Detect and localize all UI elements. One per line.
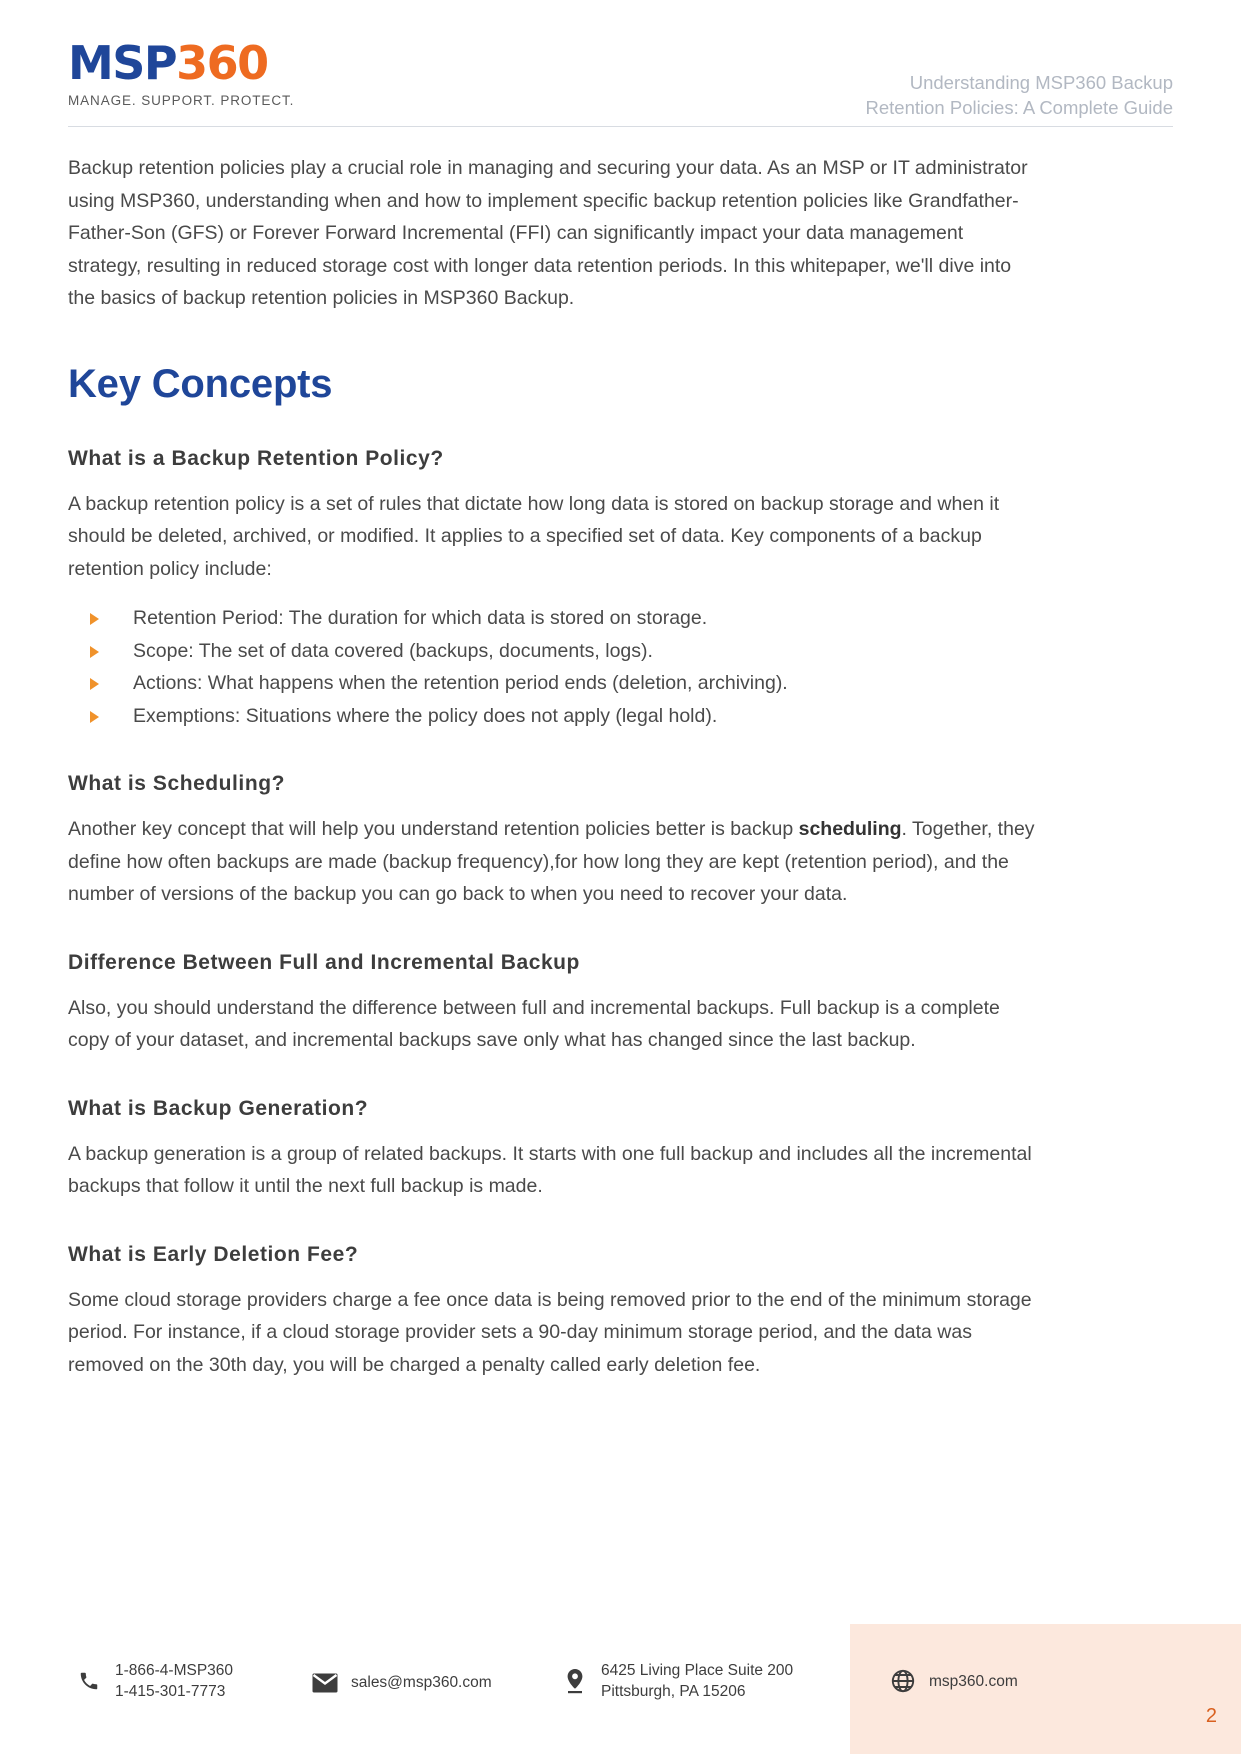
list-item-label: Retention Period: The duration for which data is stored on storage. xyxy=(133,607,708,629)
section-heading-key-concepts: Key Concepts xyxy=(68,361,333,406)
paragraph-scheduling xyxy=(68,813,1041,911)
list-item-label: Exemptions: Situations where the policy does not apply (legal hold). xyxy=(133,704,718,727)
list-item xyxy=(90,668,1041,700)
footer-address-text xyxy=(601,1660,793,1702)
footer-phone xyxy=(72,1660,233,1702)
list-item-label: Scope: The set of data covered (backups, documents, logs). xyxy=(133,639,653,662)
paragraph-early-deletion-fee: Some cloud storage providers charge a fee once data is being removed prior to the end of the minimum storage period. For instance, if a cloud storage provider sets a 90-day minimum storage period, and the data was removed on the 30th day, you will be charged a penalty called early deletion fee. xyxy=(68,1288,1032,1376)
subheading-full-vs-incremental: Difference Between Full and Incremental Backup xyxy=(68,950,580,974)
phone-number-secondary: 1-415-301-7773 xyxy=(115,1683,226,1700)
footer-phone-text xyxy=(115,1660,233,1702)
logo-tagline: MANAGE. SUPPORT. PROTECT. xyxy=(68,93,295,108)
page-header xyxy=(68,36,1173,126)
footer-email xyxy=(308,1672,492,1693)
paragraph-scheduling-emphasis: scheduling xyxy=(798,818,902,840)
paragraph-backup-generation: A backup generation is a group of related backups. It starts with one full backup and includes all the incremental backups that follow it until the next full backup is made. xyxy=(68,1142,1032,1197)
intro-paragraph: Backup retention policies play a crucial role in managing and securing your data. As an MSP or IT administrator using MSP360, understanding when and how to implement specific backup retention policies like Grandfather-Father-Son (GFS) or Forever Forward Incremental (FFI) can significantly impact your data management strategy, resulting in reduced storage cost with longer data retention periods. In this whitepaper, we'll dive into the basics of backup retention policies in MSP360 Backup. xyxy=(68,157,1028,309)
document-body xyxy=(68,152,1041,1381)
location-pin-icon xyxy=(558,1668,592,1694)
subheading-scheduling: What is Scheduling? xyxy=(68,772,285,795)
phone-number-primary: 1-866-4-MSP360 xyxy=(115,1662,234,1679)
document-running-title xyxy=(866,36,1173,120)
triangle-bullet-icon xyxy=(90,613,99,625)
subheading-retention-policy: What is a Backup Retention Policy? xyxy=(68,446,444,470)
footer-website-text[interactable]: msp360.com xyxy=(929,1672,1018,1690)
page-number: 2 xyxy=(1205,1705,1217,1727)
address-line-1: 6425 Living Place Suite 200 xyxy=(601,1662,794,1679)
paragraph-scheduling-part2: . Together, they define how often backups are made (backup frequency),for how long they are kept (retention period), and the number of versions of the backup you can go back to when you need to recover your data. xyxy=(68,818,1035,905)
msp360-logo xyxy=(68,36,294,108)
running-title-line-2: Retention Policies: A Complete Guide xyxy=(865,97,1173,118)
footer-address xyxy=(558,1660,793,1702)
footer-website xyxy=(886,1669,1018,1693)
triangle-bullet-icon xyxy=(90,711,99,723)
phone-icon xyxy=(72,1670,106,1692)
subheading-backup-generation: What is Backup Generation? xyxy=(68,1096,369,1120)
list-item xyxy=(90,603,1041,635)
triangle-bullet-icon xyxy=(90,646,99,658)
paragraph-retention-policy: A backup retention policy is a set of rules that dictate how long data is stored on backup storage and when it should be deleted, archived, or modified. It applies to a specified set of data. Key components of a backup retention policy include: xyxy=(68,492,1000,580)
subheading-early-deletion-fee: What is Early Deletion Fee? xyxy=(68,1242,359,1266)
address-line-2: Pittsburgh, PA 15206 xyxy=(601,1683,746,1700)
header-divider xyxy=(68,126,1173,127)
footer-email-text[interactable]: sales@msp360.com xyxy=(351,1674,492,1691)
list-item-label: Actions: What happens when the retention period ends (deletion, archiving). xyxy=(133,672,788,694)
globe-icon xyxy=(886,1669,920,1693)
triangle-bullet-icon xyxy=(90,678,99,690)
paragraph-full-vs-incremental: Also, you should understand the difference between full and incremental backups. Full backup is a complete copy of your dataset, and incremental backups save only what has changed since the last backup. xyxy=(68,996,1000,1051)
page-footer xyxy=(68,1594,1241,1754)
envelope-icon xyxy=(308,1673,342,1693)
list-item xyxy=(90,636,1041,668)
paragraph-scheduling-part1: Another key concept that will help you understand retention policies better is backup xyxy=(68,818,799,840)
logo-wordmark xyxy=(68,36,268,90)
running-title-line-1: Understanding MSP360 Backup xyxy=(909,72,1173,93)
logo-text-360: 360 xyxy=(176,36,268,90)
logo-text-msp: MSP xyxy=(68,36,177,90)
list-item xyxy=(90,701,1041,733)
retention-policy-components-list xyxy=(68,603,1041,732)
